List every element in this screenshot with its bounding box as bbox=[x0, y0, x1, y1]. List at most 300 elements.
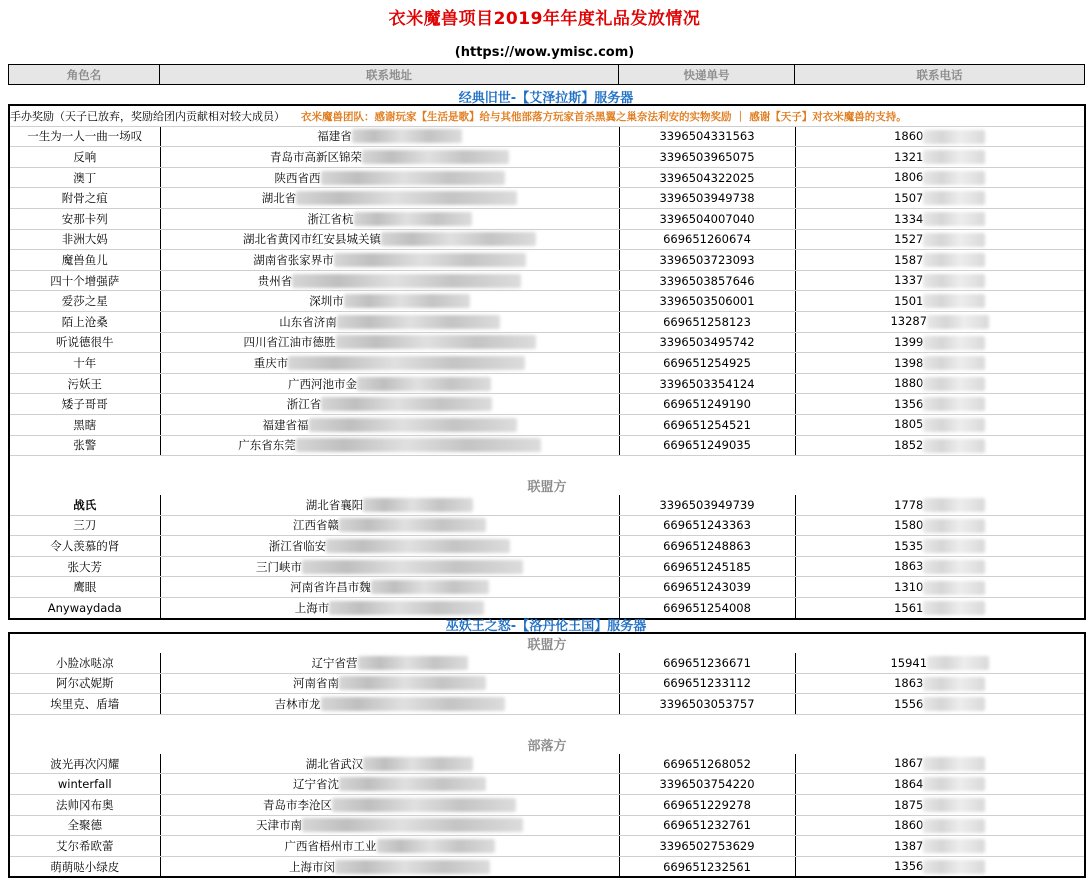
table-row bbox=[9, 311, 1085, 332]
table-row bbox=[9, 774, 1085, 795]
tracking-number: 669651243039 bbox=[619, 577, 795, 598]
address-cell bbox=[160, 188, 619, 209]
table-row bbox=[9, 794, 1085, 815]
character-name: 波光再次闪耀 bbox=[9, 754, 160, 774]
tracking-number: 669651248863 bbox=[619, 536, 795, 557]
character-name: 张警 bbox=[9, 435, 160, 456]
phone-cell bbox=[795, 229, 1085, 250]
address-redaction bbox=[326, 539, 510, 553]
phone-visible: 1556 bbox=[894, 696, 924, 711]
character-name: 魔兽鱼儿 bbox=[9, 250, 160, 271]
character-name: 黑瞎 bbox=[9, 414, 160, 435]
address-visible: 上海市闵 bbox=[289, 859, 335, 874]
address-cell bbox=[160, 653, 619, 673]
address-redaction bbox=[371, 580, 489, 594]
address-visible: 重庆市 bbox=[253, 355, 289, 370]
address-cell bbox=[160, 673, 619, 694]
table-row bbox=[9, 673, 1085, 694]
tracking-number: 3396503723093 bbox=[619, 250, 795, 271]
table-row bbox=[9, 694, 1085, 715]
phone-redaction bbox=[923, 839, 985, 853]
phone-visible: 13287 bbox=[890, 314, 928, 329]
address-cell bbox=[160, 836, 619, 857]
character-name: 十年 bbox=[9, 353, 160, 374]
address-visible: 福建省福 bbox=[262, 417, 309, 432]
thanks-note: 衣米魔兽团队：感谢玩家【生活是歌】给与其他部落方玩家首杀黑翼之巢奈法利安的实物奖励 ｜ 感谢【天子】对衣米魔兽的支持。 bbox=[301, 111, 907, 123]
address-cell bbox=[160, 577, 619, 598]
server1-table bbox=[8, 104, 1086, 620]
table-row bbox=[9, 167, 1085, 188]
address-redaction bbox=[352, 129, 462, 143]
phone-redaction bbox=[923, 253, 985, 267]
phone-visible: 1321 bbox=[894, 149, 924, 164]
address-redaction bbox=[362, 150, 509, 164]
phone-redaction bbox=[923, 130, 985, 144]
address-cell bbox=[160, 353, 619, 374]
phone-redaction bbox=[923, 819, 985, 833]
server2-table bbox=[8, 632, 1086, 878]
address-visible: 广东省东莞 bbox=[238, 438, 296, 453]
phone-visible: 1398 bbox=[894, 355, 924, 370]
phone-visible: 1310 bbox=[894, 580, 924, 595]
table-row bbox=[9, 188, 1085, 209]
phone-cell bbox=[795, 774, 1085, 795]
address-redaction bbox=[329, 601, 484, 615]
phone-redaction bbox=[923, 757, 985, 771]
address-redaction bbox=[296, 191, 517, 205]
phone-visible: 1860 bbox=[894, 129, 924, 144]
address-cell bbox=[160, 856, 619, 877]
address-cell bbox=[160, 373, 619, 394]
phone-redaction bbox=[923, 439, 985, 453]
section-row-alliance-2 bbox=[9, 633, 1085, 653]
column-header-name: 角色名 bbox=[9, 65, 160, 85]
phone-redaction bbox=[923, 171, 985, 185]
phone-redaction bbox=[923, 397, 985, 411]
phone-cell bbox=[795, 167, 1085, 188]
phone-redaction bbox=[923, 697, 985, 711]
phone-visible: 1356 bbox=[894, 859, 924, 874]
table-row bbox=[9, 208, 1085, 229]
address-cell bbox=[160, 794, 619, 815]
phone-cell bbox=[795, 536, 1085, 557]
table-row bbox=[9, 414, 1085, 435]
phone-cell bbox=[795, 577, 1085, 598]
phone-redaction bbox=[923, 356, 985, 370]
address-cell bbox=[160, 556, 619, 577]
phone-visible: 1863 bbox=[894, 676, 924, 691]
address-cell bbox=[160, 694, 619, 715]
address-visible: 河南省南 bbox=[293, 676, 339, 691]
table-row bbox=[9, 394, 1085, 415]
address-redaction bbox=[357, 377, 491, 391]
phone-visible: 1880 bbox=[894, 376, 924, 391]
table-row bbox=[9, 126, 1085, 147]
address-redaction bbox=[321, 397, 492, 411]
address-visible: 浙江省 bbox=[286, 397, 322, 412]
section-row-horde-2 bbox=[9, 714, 1085, 754]
address-visible: 江西省赣 bbox=[293, 518, 339, 533]
address-cell bbox=[160, 495, 619, 515]
tracking-number: 669651268052 bbox=[619, 754, 795, 774]
address-redaction bbox=[302, 560, 523, 574]
phone-visible: 1387 bbox=[894, 838, 924, 853]
address-cell bbox=[160, 332, 619, 353]
phone-redaction bbox=[923, 581, 985, 595]
address-redaction bbox=[377, 839, 495, 853]
phone-redaction bbox=[923, 377, 985, 391]
tracking-number: 669651254521 bbox=[619, 414, 795, 435]
address-visible: 湖北省黄冈市红安县城关镇 bbox=[243, 232, 381, 247]
address-visible: 青岛市李沧区 bbox=[263, 797, 332, 812]
character-name: 全聚德 bbox=[9, 815, 160, 836]
address-cell bbox=[160, 414, 619, 435]
phone-cell bbox=[795, 414, 1085, 435]
table-row bbox=[9, 435, 1085, 456]
phone-cell bbox=[795, 495, 1085, 515]
thanks-note-cell bbox=[301, 105, 1085, 126]
character-name: 张大芳 bbox=[9, 556, 160, 577]
address-redaction bbox=[363, 757, 473, 771]
phone-visible: 1527 bbox=[894, 232, 924, 247]
address-redaction bbox=[296, 438, 541, 452]
phone-cell bbox=[795, 353, 1085, 374]
tracking-number: 3396503506001 bbox=[619, 291, 795, 312]
column-header-tracking: 快递单号 bbox=[619, 65, 795, 85]
phone-redaction bbox=[927, 315, 989, 329]
tracking-number: 3396502753629 bbox=[619, 836, 795, 857]
table-row bbox=[9, 291, 1085, 312]
address-visible: 湖北省武汉 bbox=[305, 756, 364, 771]
character-name: 爱莎之星 bbox=[9, 291, 160, 312]
tracking-number: 3396503949739 bbox=[619, 495, 795, 515]
table-row bbox=[9, 856, 1085, 877]
column-header-phone: 联系电话 bbox=[795, 65, 1085, 85]
phone-visible: 1580 bbox=[894, 518, 924, 533]
phone-redaction bbox=[923, 560, 985, 574]
tracking-number: 669651245185 bbox=[619, 556, 795, 577]
tracking-number: 669651258123 bbox=[619, 311, 795, 332]
address-cell bbox=[160, 815, 619, 836]
address-visible: 贵州省 bbox=[257, 273, 293, 288]
table-row bbox=[9, 556, 1085, 577]
table-row bbox=[9, 815, 1085, 836]
address-cell bbox=[160, 311, 619, 332]
address-cell bbox=[160, 147, 619, 168]
address-visible: 湖北省 bbox=[261, 191, 297, 206]
address-visible: 浙江省杭 bbox=[307, 211, 354, 226]
phone-cell bbox=[795, 794, 1085, 815]
phone-redaction bbox=[923, 860, 985, 874]
address-redaction bbox=[288, 356, 525, 370]
address-redaction bbox=[321, 171, 505, 185]
character-name: 陌上沧桑 bbox=[9, 311, 160, 332]
address-redaction bbox=[339, 518, 486, 532]
phone-visible: 1806 bbox=[894, 170, 924, 185]
character-name: 战氏 bbox=[9, 495, 160, 515]
character-name: 听说德很牛 bbox=[9, 332, 160, 353]
phone-visible: 1805 bbox=[894, 417, 924, 432]
address-redaction bbox=[358, 656, 468, 670]
character-name: 三刀 bbox=[9, 515, 160, 536]
phone-visible: 1334 bbox=[894, 211, 924, 226]
phone-cell bbox=[795, 208, 1085, 229]
address-cell bbox=[160, 270, 619, 291]
address-visible: 广西河池市金 bbox=[288, 376, 357, 391]
phone-visible: 1337 bbox=[894, 273, 924, 288]
address-cell bbox=[160, 126, 619, 147]
phone-redaction bbox=[923, 519, 985, 533]
table-row bbox=[9, 332, 1085, 353]
character-name: 反响 bbox=[9, 147, 160, 168]
character-name: 法帅冈布奥 bbox=[9, 794, 160, 815]
address-redaction bbox=[337, 315, 500, 329]
character-name: 阿尔忒妮斯 bbox=[9, 673, 160, 694]
phone-cell bbox=[795, 126, 1085, 147]
prize-note-left: 手办奖励（天子已放弃，奖励给团内贡献相对较大成员） bbox=[10, 109, 285, 123]
address-visible: 河南省许昌市魏 bbox=[290, 580, 371, 595]
address-visible: 天津市南 bbox=[256, 818, 302, 833]
phone-redaction bbox=[923, 539, 985, 553]
character-name: 非洲大妈 bbox=[9, 229, 160, 250]
phone-cell bbox=[795, 270, 1085, 291]
phone-redaction bbox=[923, 336, 985, 350]
server2-title: 巫妖王之怒-【洛丹伦王国】服务器 bbox=[445, 619, 647, 634]
address-visible: 辽宁省营 bbox=[311, 655, 358, 670]
tracking-number: 669651236671 bbox=[619, 653, 795, 673]
phone-redaction bbox=[923, 150, 985, 164]
address-redaction bbox=[354, 212, 472, 226]
tracking-number: 3396503495742 bbox=[619, 332, 795, 353]
character-name: winterfall bbox=[9, 774, 160, 795]
tracking-number: 669651254008 bbox=[619, 598, 795, 619]
table-row bbox=[9, 495, 1085, 515]
phone-cell bbox=[795, 394, 1085, 415]
server2-horde-rows bbox=[9, 754, 1085, 878]
tracking-number: 669651249190 bbox=[619, 394, 795, 415]
phone-cell bbox=[795, 515, 1085, 536]
character-name: 鹰眼 bbox=[9, 577, 160, 598]
address-visible: 青岛市高新区锦荣 bbox=[270, 149, 362, 164]
phone-visible: 1852 bbox=[894, 438, 924, 453]
phone-redaction bbox=[923, 498, 985, 512]
address-cell bbox=[160, 291, 619, 312]
phone-redaction bbox=[923, 191, 985, 205]
address-redaction bbox=[363, 498, 473, 512]
character-name: 矮子哥哥 bbox=[9, 394, 160, 415]
address-redaction bbox=[339, 777, 486, 791]
tracking-number: 669651243363 bbox=[619, 515, 795, 536]
phone-visible: 1535 bbox=[894, 538, 924, 553]
phone-visible: 1561 bbox=[894, 600, 924, 615]
tracking-number: 3396504007040 bbox=[619, 208, 795, 229]
character-name: 澳丁 bbox=[9, 167, 160, 188]
address-cell bbox=[160, 208, 619, 229]
phone-cell bbox=[795, 556, 1085, 577]
phone-cell bbox=[795, 291, 1085, 312]
address-cell bbox=[160, 774, 619, 795]
tracking-number: 3396503965075 bbox=[619, 147, 795, 168]
section-label-alliance: 联盟方 bbox=[9, 456, 1085, 496]
address-visible: 三门峡市 bbox=[256, 559, 302, 574]
phone-cell bbox=[795, 311, 1085, 332]
address-redaction bbox=[336, 335, 536, 349]
address-redaction bbox=[292, 274, 521, 288]
phone-cell bbox=[795, 435, 1085, 456]
character-name: Anywaydada bbox=[9, 598, 160, 619]
table-row bbox=[9, 147, 1085, 168]
character-name: 萌萌哒小绿皮 bbox=[9, 856, 160, 877]
section-label-horde-2: 部落方 bbox=[9, 714, 1085, 754]
address-cell bbox=[160, 167, 619, 188]
address-cell bbox=[160, 229, 619, 250]
website-url: (https://wow.ymisc.com) bbox=[454, 45, 635, 60]
header-row bbox=[9, 65, 1085, 85]
character-name: 小脸冰哒凉 bbox=[9, 653, 160, 673]
character-name: 污妖王 bbox=[9, 373, 160, 394]
table-row bbox=[9, 515, 1085, 536]
character-name: 一生为一人一曲一场叹 bbox=[9, 126, 160, 147]
phone-visible: 15941 bbox=[890, 655, 928, 670]
table-row bbox=[9, 653, 1085, 673]
tracking-number: 669651229278 bbox=[619, 794, 795, 815]
server1-title: 经典旧世-【艾泽拉斯】服务器 bbox=[458, 91, 634, 106]
address-redaction bbox=[335, 860, 490, 874]
phone-cell bbox=[795, 332, 1085, 353]
phone-redaction bbox=[923, 212, 985, 226]
address-visible: 广西省梧州市工业 bbox=[284, 838, 377, 853]
phone-redaction bbox=[923, 601, 985, 615]
character-name: 附骨之疽 bbox=[9, 188, 160, 209]
note-row bbox=[9, 105, 1085, 126]
phone-visible: 1356 bbox=[894, 396, 924, 411]
phone-cell bbox=[795, 147, 1085, 168]
column-header-table bbox=[8, 64, 1085, 85]
address-visible: 福建省 bbox=[317, 129, 352, 144]
tracking-number: 669651249035 bbox=[619, 435, 795, 456]
address-redaction bbox=[339, 676, 486, 690]
server2-alliance-rows bbox=[9, 653, 1085, 714]
address-cell bbox=[160, 515, 619, 536]
server1-alliance-rows bbox=[9, 495, 1085, 619]
character-name: 令人羡慕的肾 bbox=[9, 536, 160, 557]
table-row bbox=[9, 577, 1085, 598]
phone-redaction bbox=[923, 677, 985, 691]
phone-cell bbox=[795, 188, 1085, 209]
tracking-number: 669651232561 bbox=[619, 856, 795, 877]
address-visible: 深圳市 bbox=[309, 294, 344, 309]
address-cell bbox=[160, 754, 619, 774]
phone-redaction bbox=[923, 233, 985, 247]
phone-cell bbox=[795, 856, 1085, 877]
page-title: 衣米魔兽项目2019年年度礼品发放情况 bbox=[388, 9, 701, 29]
table-row bbox=[9, 229, 1085, 250]
table-row bbox=[9, 754, 1085, 774]
section-row-alliance bbox=[9, 456, 1085, 496]
tracking-number: 3396504331563 bbox=[619, 126, 795, 147]
phone-redaction bbox=[923, 418, 985, 432]
character-name: 艾尔希欧蕾 bbox=[9, 836, 160, 857]
table-row bbox=[9, 373, 1085, 394]
tracking-number: 3396503949738 bbox=[619, 188, 795, 209]
phone-cell bbox=[795, 754, 1085, 774]
phone-redaction bbox=[923, 777, 985, 791]
phone-cell bbox=[795, 673, 1085, 694]
phone-cell bbox=[795, 373, 1085, 394]
phone-visible: 1860 bbox=[894, 818, 924, 833]
address-visible: 四川省江油市德胜 bbox=[243, 335, 336, 350]
phone-cell bbox=[795, 653, 1085, 673]
tracking-number: 3396503754220 bbox=[619, 774, 795, 795]
address-visible: 浙江省临安 bbox=[268, 539, 327, 554]
address-visible: 山东省济南 bbox=[279, 314, 337, 329]
tracking-number: 3396503354124 bbox=[619, 373, 795, 394]
table-row bbox=[9, 836, 1085, 857]
phone-visible: 1863 bbox=[894, 559, 924, 574]
phone-visible: 1778 bbox=[894, 497, 924, 512]
tracking-number: 669651254925 bbox=[619, 353, 795, 374]
character-name: 四十个增强萨 bbox=[9, 270, 160, 291]
phone-visible: 1399 bbox=[894, 335, 924, 350]
phone-cell bbox=[795, 694, 1085, 715]
phone-visible: 1587 bbox=[894, 252, 924, 267]
phone-cell bbox=[795, 836, 1085, 857]
phone-redaction bbox=[923, 294, 985, 308]
section-label-alliance-2: 联盟方 bbox=[9, 633, 1085, 653]
address-visible: 吉林市龙 bbox=[274, 696, 321, 711]
column-header-address: 联系地址 bbox=[160, 65, 619, 85]
table-row bbox=[9, 536, 1085, 557]
address-redaction bbox=[321, 697, 505, 711]
character-name: 安那卡列 bbox=[9, 208, 160, 229]
tracking-number: 3396503857646 bbox=[619, 270, 795, 291]
phone-visible: 1864 bbox=[894, 776, 924, 791]
phone-cell bbox=[795, 815, 1085, 836]
address-cell bbox=[160, 435, 619, 456]
phone-redaction bbox=[927, 656, 989, 670]
tracking-number: 3396503053757 bbox=[619, 694, 795, 715]
address-redaction bbox=[302, 818, 523, 832]
address-visible: 辽宁省沈 bbox=[293, 777, 339, 792]
phone-cell bbox=[795, 250, 1085, 271]
phone-redaction bbox=[923, 798, 985, 812]
address-cell bbox=[160, 536, 619, 557]
tracking-number: 669651260674 bbox=[619, 229, 795, 250]
address-visible: 上海市 bbox=[294, 600, 330, 615]
phone-redaction bbox=[923, 274, 985, 288]
phone-visible: 1875 bbox=[894, 797, 924, 812]
server1-horde-rows bbox=[9, 126, 1085, 456]
address-redaction bbox=[332, 798, 516, 812]
address-cell bbox=[160, 250, 619, 271]
character-name: 埃里克、盾墙 bbox=[9, 694, 160, 715]
address-redaction bbox=[344, 294, 470, 308]
phone-visible: 1867 bbox=[894, 756, 924, 771]
address-redaction bbox=[334, 253, 526, 267]
address-visible: 湖北省襄阳 bbox=[305, 497, 364, 512]
address-redaction bbox=[381, 232, 536, 246]
tracking-number: 669651233112 bbox=[619, 673, 795, 694]
address-visible: 陕西省西 bbox=[274, 170, 321, 185]
address-visible: 湖南省张家界市 bbox=[253, 252, 334, 267]
tracking-number: 669651232761 bbox=[619, 815, 795, 836]
phone-visible: 1507 bbox=[894, 190, 924, 205]
table-row bbox=[9, 270, 1085, 291]
address-redaction bbox=[309, 418, 517, 432]
tracking-number: 3396504322025 bbox=[619, 167, 795, 188]
table-row bbox=[9, 353, 1085, 374]
phone-visible: 1501 bbox=[894, 293, 924, 308]
